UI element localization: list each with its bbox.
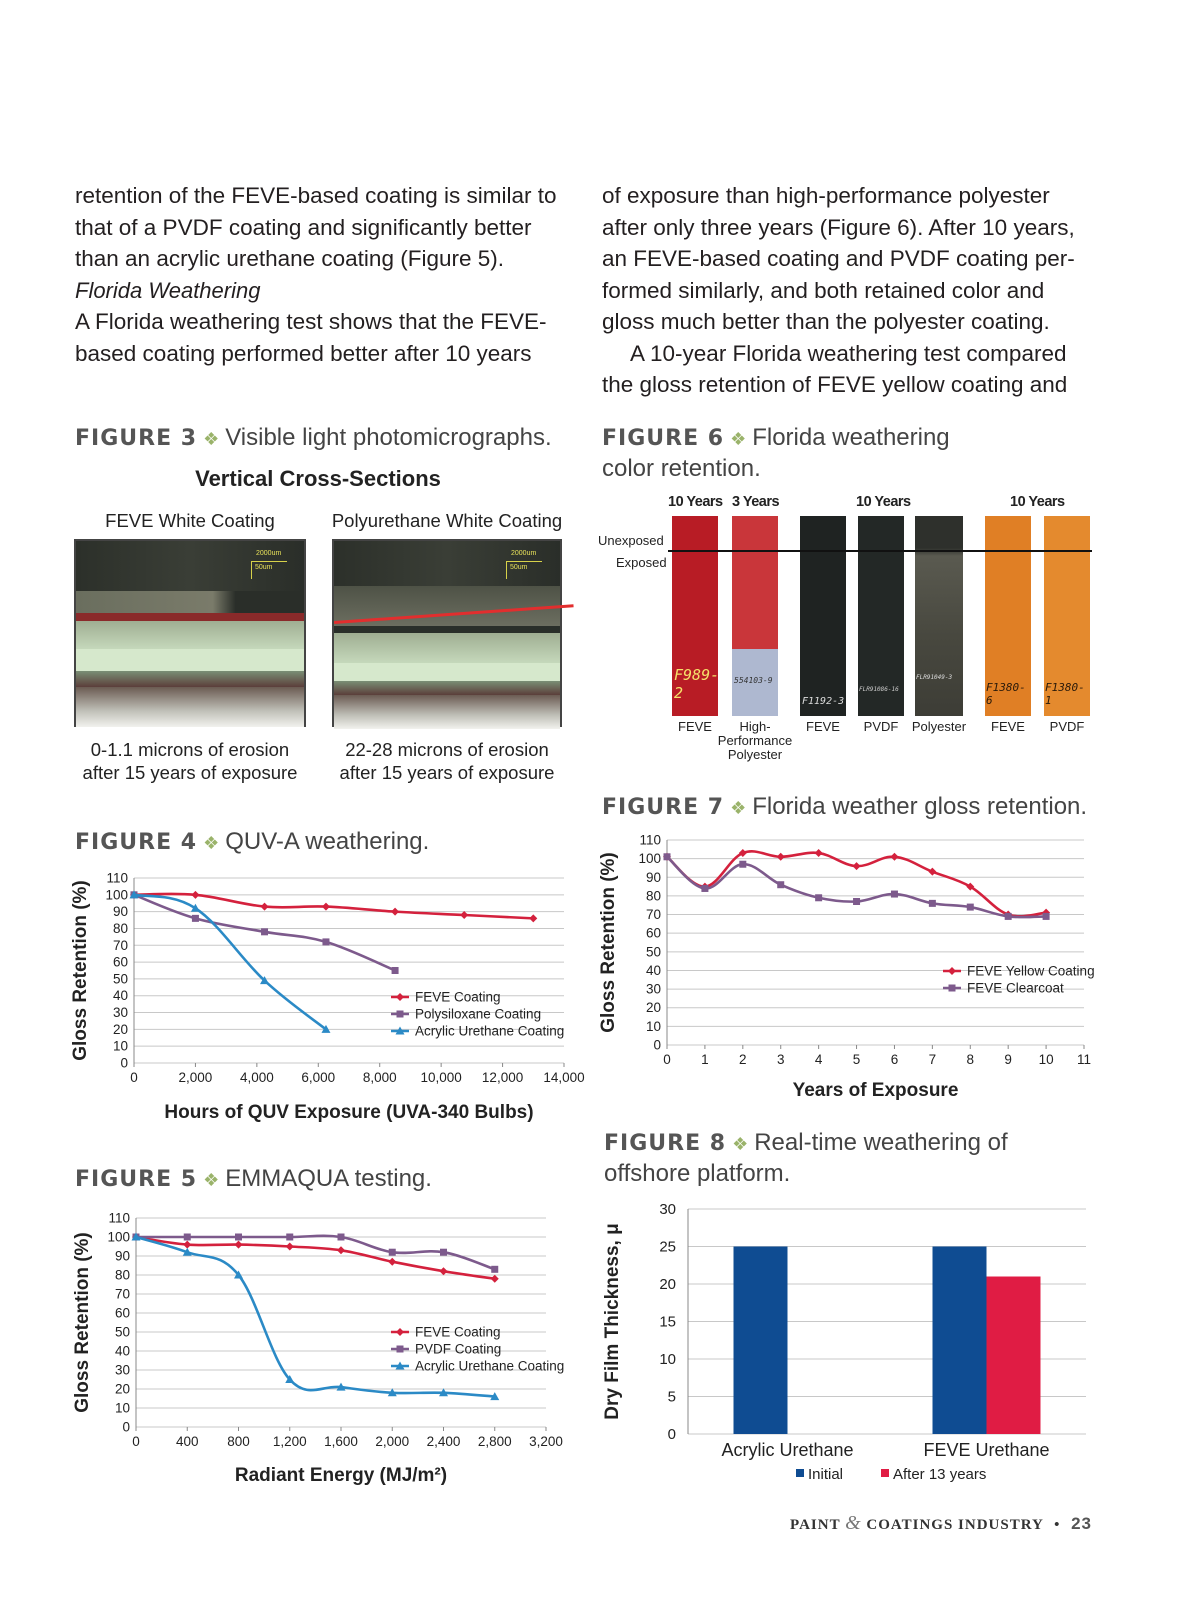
y-tick-label: 80 <box>112 920 128 936</box>
x-tick-label: 8,000 <box>362 1070 397 1085</box>
figure6-panels <box>598 488 1098 768</box>
panel-pvdf-black: FLR91086-16 <box>858 516 904 716</box>
y-tick-label: 70 <box>114 1286 130 1302</box>
category-label: FEVE Urethane <box>923 1440 1050 1460</box>
panel-polyester-black: FLR91049-3 <box>915 516 963 716</box>
figure-number: FIGURE 8 <box>604 1131 727 1156</box>
feve-label: FEVE White Coating <box>105 510 275 531</box>
y-tick-label: 15 <box>659 1313 676 1331</box>
data-point <box>815 894 822 901</box>
panel-label: High- Performance Polyester <box>717 719 793 762</box>
data-point <box>337 1246 345 1254</box>
x-tick-label: 6,000 <box>301 1070 336 1085</box>
figure-number: FIGURE 5 <box>75 1167 198 1192</box>
panel-pvdf-orange: F1380-1 <box>1044 516 1090 716</box>
x-tick-label: 6 <box>890 1052 899 1067</box>
x-axis-title: Radiant Energy (MJ/m²) <box>234 1465 448 1486</box>
data-point <box>286 1243 294 1251</box>
body-line: A 10-year Florida weathering test compared <box>630 340 1067 366</box>
data-point <box>491 1266 498 1273</box>
y-tick-label: 10 <box>112 1038 128 1054</box>
x-tick-label: 2,000 <box>375 1434 410 1449</box>
data-point <box>1005 913 1012 920</box>
figure5-caption: FIGURE 5 ❖ EMMAQUA testing. <box>75 1165 432 1192</box>
data-point <box>777 881 784 888</box>
unexposed-label: Unexposed <box>598 533 664 548</box>
y-tick-label: 50 <box>114 1324 130 1340</box>
x-tick-label: 4,000 <box>239 1070 274 1085</box>
y-tick-label: 40 <box>645 962 661 978</box>
body-line: formed similarly, and both retained color and <box>602 277 1045 303</box>
y-tick-label: 0 <box>653 1037 661 1053</box>
y-tick-label: 0 <box>120 1055 128 1071</box>
data-point <box>701 885 708 892</box>
data-point <box>389 1249 396 1256</box>
legend-marker <box>397 1011 404 1018</box>
y-tick-label: 30 <box>659 1201 676 1218</box>
scale-bar: 2000um 50um <box>506 561 542 579</box>
y-tick-label: 60 <box>112 954 128 970</box>
x-tick-label: 10 <box>1038 1052 1054 1067</box>
x-tick-label: 0 <box>130 1070 138 1085</box>
exposure-divider <box>668 550 1092 552</box>
data-point <box>261 903 269 911</box>
data-point <box>890 853 898 861</box>
figure4-chart <box>68 866 585 1132</box>
figure8-chart <box>596 1196 1100 1492</box>
polyurethane-erosion-caption: 22-28 microns of erosion after 15 years of exposure <box>339 739 555 783</box>
legend-label: FEVE Coating <box>415 1324 501 1340</box>
x-tick-label: 1 <box>701 1052 709 1067</box>
panel-polyester-red: 554103-9 <box>732 516 778 716</box>
data-point <box>388 1258 396 1266</box>
scale-bar: 2000um 50um <box>251 561 287 579</box>
body-line: an FEVE-based coating and PVDF coating per- <box>602 246 1075 271</box>
y-tick-label: 30 <box>114 1362 130 1378</box>
data-point <box>392 967 399 974</box>
y-tick-label: 5 <box>667 1388 676 1406</box>
data-point <box>815 849 823 857</box>
page-footer <box>790 1512 1092 1535</box>
y-tick-label: 100 <box>638 851 661 867</box>
y-tick-label: 30 <box>645 981 661 997</box>
legend-marker <box>949 985 956 992</box>
data-point <box>235 1234 242 1241</box>
x-tick-label: 4 <box>814 1052 823 1067</box>
publication-name: PAINT <box>790 1517 841 1533</box>
y-tick-label: 20 <box>112 1021 128 1037</box>
x-tick-label: 9 <box>1004 1052 1012 1067</box>
body-line: than an acrylic urethane coating (Figure 5). <box>75 246 504 271</box>
x-tick-label: 800 <box>227 1434 250 1449</box>
page-number: 23 <box>1071 1514 1092 1533</box>
panel-label: FEVE <box>806 719 840 734</box>
figure6-caption: FIGURE 6 ❖ Florida weathering color retention. <box>602 424 950 482</box>
y-tick-label: 70 <box>645 907 661 923</box>
diamond-icon: ❖ <box>203 1170 220 1190</box>
x-tick-label: 400 <box>175 1434 199 1449</box>
data-point <box>322 903 330 911</box>
y-tick-label: 110 <box>106 870 128 886</box>
legend-marker <box>948 967 956 975</box>
year-label: 10 Years <box>668 494 723 510</box>
y-tick-label: 100 <box>105 887 128 903</box>
x-tick-label: 2 <box>739 1052 747 1067</box>
y-tick-label: 0 <box>667 1426 676 1443</box>
y-tick-label: 110 <box>639 832 661 848</box>
y-tick-label: 100 <box>107 1229 130 1245</box>
x-axis-title: Years of Exposure <box>792 1080 959 1101</box>
x-tick-label: 2,800 <box>477 1434 512 1449</box>
x-tick-label: 0 <box>663 1052 671 1067</box>
data-point <box>440 1267 448 1275</box>
data-point <box>1043 913 1050 920</box>
y-tick-label: 90 <box>645 869 661 885</box>
figure8-caption: FIGURE 8 ❖ Real-time weathering of offshore platform. <box>604 1129 1008 1187</box>
panel-feve-orange: F1380-6 <box>985 516 1031 716</box>
y-tick-label: 110 <box>108 1210 130 1226</box>
data-point <box>192 915 199 922</box>
diamond-icon: ❖ <box>730 429 747 449</box>
y-tick-label: 20 <box>659 1276 676 1293</box>
data-point <box>191 891 199 899</box>
y-tick-label: 25 <box>659 1238 676 1256</box>
data-point <box>460 911 468 919</box>
bar <box>987 1277 1041 1435</box>
y-tick-label: 50 <box>645 944 661 960</box>
x-tick-label: 3,200 <box>529 1434 563 1449</box>
legend-marker <box>396 1328 404 1336</box>
data-point <box>261 928 268 935</box>
body-line: gloss much better than the polyester coating. <box>602 309 1050 334</box>
body-line: retention of the FEVE-based coating is similar to <box>75 183 557 208</box>
legend-marker <box>397 1346 404 1353</box>
y-tick-label: 20 <box>114 1381 130 1397</box>
data-point <box>967 904 974 911</box>
diamond-icon: ❖ <box>203 429 220 449</box>
year-label: 3 Years <box>732 494 780 510</box>
feve-erosion-caption: 0-1.1 microns of erosion after 15 years of exposure <box>82 739 298 783</box>
data-point <box>391 908 399 916</box>
bar <box>933 1247 987 1435</box>
y-tick-label: 50 <box>112 971 128 987</box>
polyurethane-label: Polyurethane White Coating <box>331 510 563 531</box>
data-point <box>491 1275 499 1283</box>
y-tick-label: 10 <box>114 1400 130 1416</box>
publication-name: COATINGS INDUSTRY <box>866 1517 1044 1533</box>
diamond-icon: ❖ <box>732 1134 749 1154</box>
data-point <box>739 861 746 868</box>
body-line: after only three years (Figure 6). After 10 years, <box>602 214 1075 240</box>
figure7-caption: FIGURE 7 ❖ Florida weather gloss retention. <box>602 793 1088 820</box>
data-point <box>529 914 537 922</box>
figure-caption-text: Visible light photomicrographs. <box>225 424 552 451</box>
bar <box>734 1247 788 1435</box>
publication-ampersand: & <box>845 1512 862 1534</box>
figure7-chart <box>596 828 1100 1108</box>
legend-label: FEVE Yellow Coating <box>967 963 1095 979</box>
y-tick-label: 60 <box>645 925 661 941</box>
data-point <box>286 1234 293 1241</box>
y-axis-title: Gloss Retention (%) <box>72 1232 93 1413</box>
x-tick-label: 1,600 <box>324 1434 358 1449</box>
panel-label: PVDF <box>863 719 899 734</box>
legend-label: PVDF Coating <box>415 1341 502 1357</box>
figure3-title: Vertical Cross-Sections <box>195 466 441 491</box>
data-point <box>853 862 861 870</box>
x-tick-label: 11 <box>1076 1052 1092 1067</box>
right-text-column <box>602 180 1102 401</box>
body-line: the gloss retention of FEVE yellow coating and <box>602 372 1068 397</box>
legend-swatch <box>796 1469 804 1477</box>
body-line: based coating performed better after 10 years <box>75 340 532 366</box>
x-tick-label: 2,400 <box>426 1434 461 1449</box>
exposed-label: Exposed <box>616 555 667 570</box>
legend-label: FEVE Coating <box>415 989 501 1005</box>
x-tick-label: 3 <box>776 1052 785 1067</box>
figure4-caption: FIGURE 4 ❖ QUV-A weathering. <box>75 828 430 855</box>
x-tick-label: 2,000 <box>178 1070 213 1085</box>
data-point <box>183 1241 191 1249</box>
legend-label: FEVE Clearcoat <box>967 980 1064 996</box>
data-point <box>929 900 936 907</box>
y-tick-label: 20 <box>645 1000 661 1016</box>
x-tick-label: 12,000 <box>481 1070 524 1085</box>
data-point <box>928 868 936 876</box>
feve-micrograph <box>74 539 306 727</box>
x-tick-label: 7 <box>928 1052 937 1067</box>
panel-label: PVDF <box>1049 719 1085 734</box>
y-tick-label: 90 <box>112 904 128 920</box>
diamond-icon: ❖ <box>203 833 220 853</box>
figure-number: FIGURE 4 <box>75 830 198 855</box>
body-line: that of a PVDF coating and significantly better <box>75 214 532 240</box>
data-point <box>338 1234 345 1241</box>
legend-label: Initial <box>808 1466 844 1483</box>
y-tick-label: 10 <box>659 1351 676 1368</box>
figure-number: FIGURE 6 <box>602 426 725 451</box>
y-tick-label: 70 <box>112 937 128 953</box>
figure-number: FIGURE 3 <box>75 426 198 451</box>
y-tick-label: 60 <box>114 1305 130 1321</box>
data-point <box>664 853 671 860</box>
y-tick-label: 80 <box>114 1267 130 1283</box>
x-tick-label: 5 <box>852 1052 861 1067</box>
x-tick-label: 14,000 <box>543 1070 585 1085</box>
x-axis-title: Hours of QUV Exposure (UVA-340 Bulbs) <box>164 1102 534 1123</box>
legend-label: After 13 years <box>893 1466 987 1483</box>
y-tick-label: 30 <box>112 1005 128 1021</box>
polyurethane-micrograph <box>332 539 562 727</box>
category-label: Acrylic Urethane <box>721 1440 854 1460</box>
y-tick-label: 90 <box>114 1248 130 1264</box>
panel-feve-red: F989-2 <box>672 516 718 716</box>
y-axis-title: Dry Film Thickness, μ <box>602 1223 623 1420</box>
y-tick-label: 40 <box>114 1343 130 1359</box>
y-axis-title: Gloss Retention (%) <box>598 852 619 1033</box>
data-point <box>891 891 898 898</box>
x-tick-label: 10,000 <box>420 1070 462 1085</box>
legend-label: Acrylic Urethane Coating <box>415 1023 565 1039</box>
footer-bullet: • <box>1054 1517 1061 1533</box>
y-axis-title: Gloss Retention (%) <box>70 880 91 1061</box>
data-point <box>777 853 785 861</box>
data-point <box>322 938 329 945</box>
left-text-column <box>75 180 565 369</box>
panel-label: Polyester <box>911 719 967 734</box>
body-line: A Florida weathering test shows that the FEVE- <box>75 309 547 334</box>
panel-feve-black: F1192-3 <box>800 516 846 716</box>
x-tick-label: 0 <box>132 1434 140 1449</box>
data-point <box>853 898 860 905</box>
data-point <box>235 1241 243 1249</box>
year-label: 10 Years <box>856 494 911 510</box>
data-point <box>440 1249 447 1256</box>
legend-swatch <box>881 1469 889 1477</box>
legend-label: Polysiloxane Coating <box>415 1006 542 1022</box>
panel-label: FEVE <box>991 719 1025 734</box>
figure3-caption <box>75 423 552 454</box>
y-tick-label: 80 <box>645 888 661 904</box>
figure-number: FIGURE 7 <box>602 795 725 820</box>
x-tick-label: 8 <box>966 1052 975 1067</box>
year-label: 10 Years <box>1010 494 1065 510</box>
y-tick-label: 0 <box>122 1419 130 1435</box>
y-tick-label: 10 <box>645 1018 661 1034</box>
section-subhead: Florida Weathering <box>75 277 261 303</box>
body-line: of exposure than high-performance polyester <box>602 183 1050 208</box>
legend-label: Acrylic Urethane Coating <box>415 1358 565 1374</box>
diamond-icon: ❖ <box>730 798 747 818</box>
y-tick-label: 40 <box>112 988 128 1004</box>
x-tick-label: 1,200 <box>272 1434 307 1449</box>
data-point <box>184 1234 191 1241</box>
series-line <box>667 851 1046 916</box>
panel-label: FEVE <box>678 719 712 734</box>
legend-marker <box>396 993 404 1001</box>
figure5-chart <box>68 1203 572 1493</box>
